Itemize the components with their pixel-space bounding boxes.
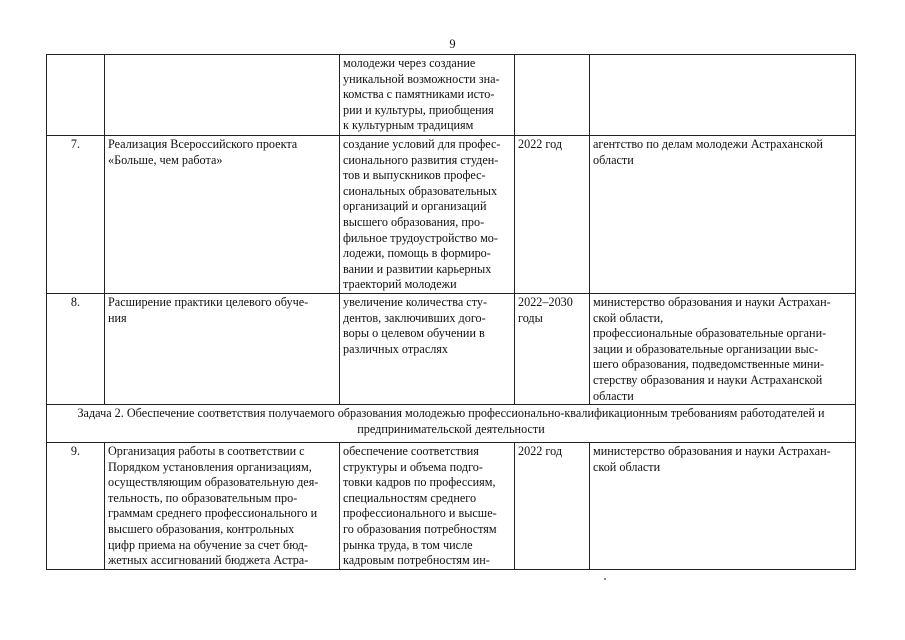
text-line: специальностям среднего: [343, 490, 477, 505]
text-line: рынка труда, в том числе: [343, 537, 473, 552]
text-line: кадровым потребностям ин-: [343, 553, 490, 568]
responsible-executor: [590, 136, 856, 294]
text-line: Реализация Всероссийского проекта: [108, 137, 298, 151]
row-number: 8.: [47, 293, 105, 404]
text-line: сионального развития студен-: [343, 152, 499, 167]
measure-name: [105, 136, 340, 294]
row-number: 7.: [47, 136, 105, 294]
row-number: 9.: [47, 443, 105, 570]
scan-speck: [604, 578, 606, 580]
text-line: годы: [518, 310, 543, 325]
table-row: [47, 443, 856, 570]
text-line: вании и развитии карьерных: [343, 261, 492, 276]
responsible-executor: [590, 293, 856, 404]
text-line: области: [593, 388, 634, 403]
text-line: предпринимательской деятельности: [357, 421, 545, 436]
text-line: жетных ассигнований бюджета Астра-: [108, 553, 309, 568]
text-line: министерство образования и науки Астрахан-: [593, 444, 831, 459]
text-line: обеспечение соответствия: [343, 444, 479, 459]
text-line: Организация работы в соответствии с: [108, 444, 305, 459]
implementation-period: [515, 136, 590, 294]
text-line: дентов, заключивших дого-: [343, 310, 486, 325]
text-line: зации и образовательные организации выс-: [593, 341, 819, 356]
text-line: стерству образования и науки Астраханской: [593, 372, 823, 387]
page-number: 9: [449, 37, 456, 51]
text-line: ской области,: [593, 310, 664, 325]
text-line: товки кадров по профессиям,: [343, 475, 496, 490]
text-line: рии и культуры, приобщения: [343, 102, 494, 117]
text-line: осуществляющим образовательную дея-: [108, 475, 319, 490]
text-line: тельность, по образовательным про-: [108, 490, 298, 505]
text-line: различных отраслях: [343, 341, 449, 356]
text-line: Расширение практики целевого обуче-: [108, 294, 309, 309]
text-line: «Больше, чем работа»: [108, 152, 223, 167]
text-line: увеличение количества сту-: [343, 294, 488, 309]
measure-name: [105, 293, 340, 404]
text-line: лодежи, помощь в формиро-: [343, 246, 491, 261]
responsible-executor: [590, 443, 856, 570]
text-line: 2022 год: [518, 444, 563, 459]
text-line: Порядком установления организациям,: [108, 459, 312, 474]
text-line: го образования потребностям: [343, 522, 497, 537]
text-line: комства с памятниками исто-: [343, 87, 495, 102]
expected-result: [340, 293, 515, 404]
text-line: 2022 год: [518, 137, 563, 151]
task-heading: [47, 405, 856, 443]
text-line: к культурным традициям: [343, 118, 474, 133]
text-line: сиональных образовательных: [343, 183, 498, 198]
program-table: [46, 54, 856, 570]
measure-name: [105, 55, 340, 136]
text-line: высшего образования, про-: [343, 214, 485, 229]
text-line: профессиональные образовательные органи-: [593, 326, 827, 341]
text-line: ской области: [593, 459, 661, 474]
text-line: министерство образования и науки Астрахан-: [593, 294, 831, 309]
row-number: [47, 55, 105, 136]
implementation-period: [515, 443, 590, 570]
implementation-period: [515, 293, 590, 404]
text-line: уникальной возможности зна-: [343, 71, 500, 86]
section-row: [47, 405, 856, 443]
table-row: [47, 293, 856, 404]
responsible-executor: [590, 55, 856, 136]
text-line: ния: [108, 310, 127, 325]
text-line: 2022–2030: [518, 294, 573, 309]
expected-result: [340, 136, 515, 294]
implementation-period: [515, 55, 590, 136]
text-line: молодежи через создание: [343, 56, 476, 70]
text-line: воры о целевом обучении в: [343, 326, 485, 341]
text-line: агентство по делам молодежи Астраханской: [593, 137, 823, 151]
expected-result: [340, 443, 515, 570]
text-line: фильное трудоустройство мо-: [343, 230, 498, 245]
text-line: структуры и объема подго-: [343, 459, 483, 474]
expected-result: [340, 55, 515, 136]
text-line: граммам среднего профессионального и: [108, 506, 318, 521]
table-row: [47, 136, 856, 294]
text-line: траекторий молодежи: [343, 277, 457, 292]
table-row: [47, 55, 856, 136]
measure-name: [105, 443, 340, 570]
text-line: области: [593, 152, 634, 167]
text-line: цифр приема на обучение за счет бюд-: [108, 537, 308, 552]
text-line: организаций и организаций: [343, 199, 487, 214]
text-line: высшего образования, контрольных: [108, 522, 295, 537]
text-line: шего образования, подведомственные мини-: [593, 357, 825, 372]
text-line: профессионального и высше-: [343, 506, 497, 521]
text-line: тов и выпускников профес-: [343, 168, 486, 183]
text-line: Задача 2. Обеспечение соответствия получаемого образования молодежью профессионально-квалификационным требованиям работодателей и: [77, 406, 825, 421]
text-line: создание условий для профес-: [343, 137, 501, 151]
